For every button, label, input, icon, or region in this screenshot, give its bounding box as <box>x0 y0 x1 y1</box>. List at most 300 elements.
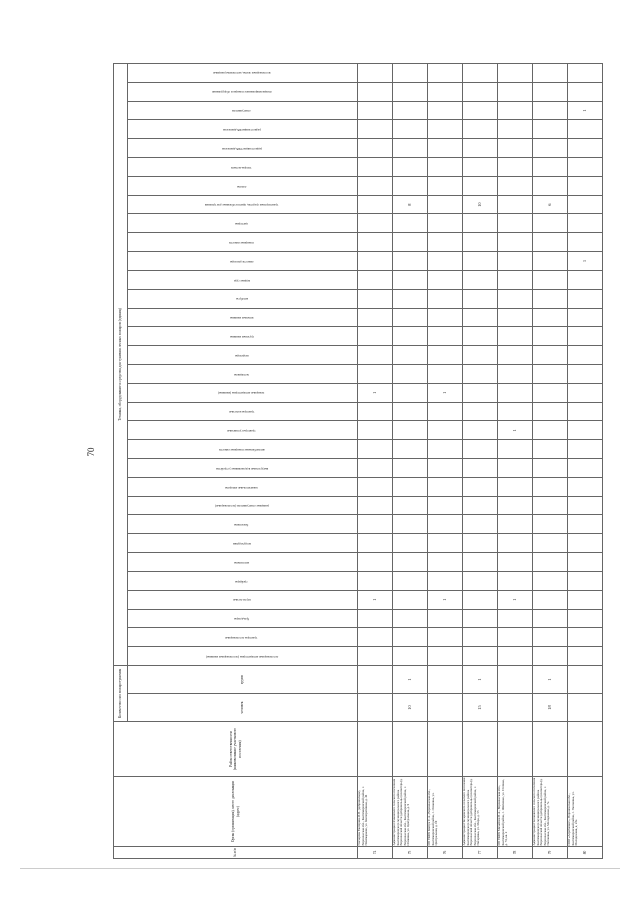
row-equipment-value <box>463 308 498 327</box>
header-equipment-14 <box>128 383 358 402</box>
header-equipment-label: водные суда <box>233 278 250 283</box>
row-equipment-value <box>498 327 533 346</box>
row-equipment-value <box>393 233 428 252</box>
row-people-count <box>568 694 603 722</box>
row-equipment-value <box>428 63 463 82</box>
row-equipment-value <box>568 289 603 308</box>
header-forces: Количество сил пожаротушения <box>114 665 128 721</box>
row-equipment-value <box>463 252 498 271</box>
table-row <box>498 63 533 858</box>
row-equipment-value <box>393 270 428 289</box>
header-equipment-21 <box>128 252 358 271</box>
row-equipment-value <box>533 252 568 271</box>
row-equipment-value: 8 <box>393 195 428 214</box>
row-equipment-value: 1 <box>568 101 603 120</box>
header-equipment-30 <box>128 82 358 101</box>
row-equipment-value <box>498 553 533 572</box>
row-equipment-value <box>533 628 568 647</box>
row-equipment-value <box>393 402 428 421</box>
row-equipment-value <box>463 214 498 233</box>
header-row-main <box>114 63 128 858</box>
header-equipment-label: зажигательные аппараты <box>225 485 259 490</box>
row-equipment-value <box>463 289 498 308</box>
row-groups-count: 1 <box>463 665 498 693</box>
row-equipment-value <box>358 477 393 496</box>
row-equipment-value <box>428 120 463 139</box>
row-equipment-value <box>463 158 498 177</box>
row-equipment-value <box>393 609 428 628</box>
row-equipment-value <box>358 496 393 515</box>
row-groups-count <box>358 665 393 693</box>
row-equipment-value <box>533 421 568 440</box>
row-responsibility-area <box>498 722 533 777</box>
row-equipment-value <box>393 327 428 346</box>
row-number: 79 <box>533 847 568 859</box>
header-equipment-3 <box>128 590 358 609</box>
header-equipment-11 <box>128 440 358 459</box>
row-equipment-value <box>358 158 393 177</box>
row-equipment-value <box>533 120 568 139</box>
row-equipment-value <box>568 496 603 515</box>
row-equipment-value <box>358 195 393 214</box>
header-equipment-29 <box>128 101 358 120</box>
row-equipment-value <box>498 101 533 120</box>
header-equipment-label: лопаты <box>236 184 247 189</box>
row-people-count: 10 <box>393 694 428 722</box>
row-equipment-value <box>358 440 393 459</box>
row-people-count <box>428 694 463 722</box>
row-equipment-value <box>498 176 533 195</box>
row-equipment-value <box>358 421 393 440</box>
row-equipment-value <box>498 195 533 214</box>
header-equipment-label: выгрузочные водоналивные устройства <box>215 466 268 471</box>
header-equipment-5 <box>128 553 358 572</box>
row-equipment-value <box>463 571 498 590</box>
row-equipment-value <box>498 496 533 515</box>
table-row <box>428 63 463 858</box>
header-equipment-label: воздуходувки <box>232 541 251 546</box>
header-equipment-15 <box>128 364 358 383</box>
header-equipment-16 <box>128 346 358 365</box>
row-equipment-value <box>463 421 498 440</box>
row-equipment-value <box>498 214 533 233</box>
row-number: 80 <box>568 847 603 859</box>
row-equipment-value <box>533 459 568 478</box>
row-equipment-value <box>498 647 533 666</box>
row-equipment-value <box>358 327 393 346</box>
row-people-count: 18 <box>533 694 568 722</box>
header-equipment-28 <box>128 120 358 139</box>
row-responsibility-area <box>463 722 498 777</box>
row-equipment-value <box>533 364 568 383</box>
row-equipment-value <box>358 308 393 327</box>
row-equipment-value <box>393 459 428 478</box>
row-equipment-value <box>533 63 568 82</box>
row-equipment-value <box>463 139 498 158</box>
header-equipment-label: грузовые машины <box>229 335 254 340</box>
row-equipment-value <box>358 364 393 383</box>
row-equipment-value <box>463 346 498 365</box>
row-equipment-value <box>568 195 603 214</box>
row-equipment-value <box>463 101 498 120</box>
row-equipment-value <box>498 233 533 252</box>
header-equipment-17 <box>128 327 358 346</box>
row-equipment-value <box>428 308 463 327</box>
header-equipment-0 <box>128 647 358 666</box>
row-equipment-value <box>393 214 428 233</box>
row-equipment-value <box>533 158 568 177</box>
row-equipment-value <box>428 289 463 308</box>
row-equipment-value <box>568 346 603 365</box>
header-equipment-1 <box>128 628 358 647</box>
row-groups-count: 1 <box>533 665 568 693</box>
row-equipment-value <box>568 158 603 177</box>
row-equipment-value: 6 <box>533 195 568 214</box>
row-people-count <box>358 694 393 722</box>
row-equipment-value <box>533 176 568 195</box>
row-equipment-value <box>463 628 498 647</box>
row-organization: ИП ГКФХ Ковтун С.А., Воронежская обл., Кантемировский район, с. Осиковка, ул. Центральная, д. 19 <box>428 777 463 847</box>
row-equipment-value <box>463 82 498 101</box>
row-equipment-value <box>393 534 428 553</box>
row-equipment-value <box>568 477 603 496</box>
row-equipment-value <box>498 364 533 383</box>
row-groups-count <box>498 665 533 693</box>
row-equipment-value <box>358 139 393 158</box>
row-equipment-value <box>358 120 393 139</box>
row-equipment-value <box>568 421 603 440</box>
row-equipment-value <box>393 289 428 308</box>
table-row <box>463 63 498 858</box>
row-equipment-value <box>428 628 463 647</box>
row-equipment-value: 1 <box>568 252 603 271</box>
row-equipment-value <box>463 364 498 383</box>
row-organization: Администрация Пасековского сельского поселения Кантемировского муниципального района Воронежской области (добровольцы (волонтеры)), Воронежская обл., Кантемировский район, с. Пасековка, ул. Молодежная, д. 7а <box>533 777 568 847</box>
row-equipment-value <box>533 440 568 459</box>
row-equipment-value <box>393 158 428 177</box>
row-responsibility-area <box>393 722 428 777</box>
row-equipment-value <box>498 477 533 496</box>
row-equipment-value <box>393 364 428 383</box>
header-equipment-4 <box>128 571 358 590</box>
row-equipment-value: 1 <box>498 421 533 440</box>
row-number: 77 <box>463 847 498 859</box>
row-equipment-value: 10 <box>463 195 498 214</box>
row-equipment-value <box>533 402 568 421</box>
row-equipment-value <box>358 402 393 421</box>
table-row <box>393 63 428 858</box>
header-equipment-label: топоры-мотыги <box>231 165 252 170</box>
row-equipment-value <box>358 571 393 590</box>
row-equipment-value <box>568 590 603 609</box>
row-groups-count <box>428 665 463 693</box>
row-equipment-value <box>358 346 393 365</box>
header-equipment-18 <box>128 308 358 327</box>
row-people-count <box>498 694 533 722</box>
row-equipment-value <box>393 477 428 496</box>
row-equipment-value <box>533 534 568 553</box>
header-equipment-label: огнетушители <box>232 109 251 114</box>
row-equipment-value <box>498 158 533 177</box>
row-equipment-value <box>498 252 533 271</box>
row-equipment-value <box>533 553 568 572</box>
row-equipment-value <box>428 158 463 177</box>
row-equipment-value <box>498 534 533 553</box>
row-equipment-value <box>498 270 533 289</box>
row-equipment-value <box>463 270 498 289</box>
resource-table-container <box>113 64 603 859</box>
header-equipment-2 <box>128 609 358 628</box>
row-equipment-value <box>533 327 568 346</box>
row-equipment-value <box>428 101 463 120</box>
header-equipment-label: легковые машины <box>229 316 254 321</box>
row-equipment-value <box>358 289 393 308</box>
header-equipment-27 <box>128 139 358 158</box>
row-equipment-value <box>568 364 603 383</box>
row-equipment-value <box>358 515 393 534</box>
header-equipment-label: радиостанции УКВ-диапазона <box>221 146 262 151</box>
row-equipment-value <box>498 308 533 327</box>
row-equipment-value <box>533 233 568 252</box>
row-equipment-value <box>568 402 603 421</box>
row-equipment-value <box>498 402 533 421</box>
header-equipment-label: емкости для воды <box>229 259 254 264</box>
row-equipment-value <box>568 383 603 402</box>
row-responsibility-area <box>533 722 568 777</box>
row-equipment-value <box>428 571 463 590</box>
row-equipment-value <box>568 214 603 233</box>
rotated-table-frame <box>113 64 603 859</box>
row-equipment-value <box>568 120 603 139</box>
row-equipment-value <box>428 477 463 496</box>
row-equipment-value <box>393 440 428 459</box>
row-equipment-value <box>428 139 463 158</box>
row-equipment-value <box>428 534 463 553</box>
row-equipment-value: 1 <box>428 383 463 402</box>
row-equipment-value <box>463 647 498 666</box>
row-equipment-value <box>463 459 498 478</box>
row-equipment-value: 1 <box>358 383 393 402</box>
header-equipment-9 <box>128 477 358 496</box>
table-row <box>568 63 603 858</box>
header-equipment-label: бульдозеры <box>234 617 250 622</box>
row-equipment-value <box>393 346 428 365</box>
header-equipment-label: грейдеры <box>235 579 248 584</box>
row-equipment-value <box>533 270 568 289</box>
header-equipment-26 <box>128 158 358 177</box>
header-equipment-label: тракторы гусеничные <box>227 429 256 434</box>
row-equipment-value <box>428 496 463 515</box>
row-equipment-value <box>393 383 428 402</box>
row-equipment-value <box>568 459 603 478</box>
header-num: № п/п <box>114 847 358 859</box>
header-equipment-label: лесопожарные автоцистерны (лесопожарные машины) <box>205 654 278 659</box>
row-equipment-value: 1 <box>358 590 393 609</box>
row-equipment-value <box>498 139 533 158</box>
row-equipment-value <box>358 82 393 101</box>
header-equipment-label: специализированное пожарное оборудование <box>211 90 272 95</box>
header-equipment-label: лесопожарные ленты, мотопомпы ранцевые <box>212 71 271 76</box>
row-equipment-value <box>498 346 533 365</box>
header-equipment-label: тракторы лесопожарные <box>225 636 258 641</box>
row-equipment-value <box>533 590 568 609</box>
row-equipment-value <box>463 553 498 572</box>
table-row <box>533 63 568 858</box>
row-equipment-value <box>428 214 463 233</box>
row-equipment-value <box>533 289 568 308</box>
row-equipment-value <box>428 647 463 666</box>
row-equipment-value <box>568 176 603 195</box>
row-equipment-value <box>463 383 498 402</box>
row-equipment-value <box>393 82 428 101</box>
row-equipment-value <box>393 571 428 590</box>
row-organization: Администрация Писаревского сельского поселения Кантемировского муниципального района Воронежской области (добровольцы (волонтеры)), Воронежская обл., Кантемировский район, с. Писаревка, ул. Мира, д. 55 <box>463 777 498 847</box>
header-equipment-group: Техника, оборудование и средства для тушения лесных пожаров (единиц) <box>114 63 128 665</box>
row-equipment-value <box>358 63 393 82</box>
row-equipment-value <box>498 459 533 478</box>
header-equipment-label: цистерны <box>235 222 248 227</box>
row-equipment-value <box>358 270 393 289</box>
row-equipment-value <box>428 346 463 365</box>
row-equipment-value <box>428 195 463 214</box>
row-equipment-value <box>393 252 428 271</box>
row-equipment-value <box>428 270 463 289</box>
row-responsibility-area <box>428 722 463 777</box>
row-equipment-value <box>428 515 463 534</box>
row-equipment-value <box>568 440 603 459</box>
row-equipment-value <box>568 571 603 590</box>
row-equipment-value <box>533 346 568 365</box>
row-equipment-value <box>358 609 393 628</box>
row-equipment-value <box>428 82 463 101</box>
row-equipment-value <box>498 63 533 82</box>
row-equipment-value <box>533 139 568 158</box>
row-equipment-value <box>463 496 498 515</box>
row-equipment-value <box>428 176 463 195</box>
header-equipment-22 <box>128 233 358 252</box>
row-equipment-value <box>568 327 603 346</box>
row-equipment-value <box>498 609 533 628</box>
row-equipment-value <box>463 233 498 252</box>
row-equipment-value <box>568 628 603 647</box>
header-equipment-12 <box>128 421 358 440</box>
page-bottom-rule <box>20 868 620 869</box>
row-equipment-value <box>533 308 568 327</box>
row-equipment-value <box>428 553 463 572</box>
row-equipment-value <box>358 534 393 553</box>
row-equipment-value <box>463 590 498 609</box>
row-equipment-value <box>568 647 603 666</box>
row-equipment-value <box>428 440 463 459</box>
row-equipment-value <box>498 82 533 101</box>
row-equipment-value <box>358 647 393 666</box>
row-organization: ООО «Агробизнес», Воронежская обл., Кантемировский район, с. Пасековка, ул. Молодежная, д. 23а <box>568 777 603 847</box>
row-equipment-value <box>428 364 463 383</box>
header-people: человек <box>128 694 358 722</box>
row-equipment-value <box>393 553 428 572</box>
header-equipment-label: плуги лесные <box>232 598 251 603</box>
row-equipment-value <box>533 82 568 101</box>
row-equipment-value <box>533 383 568 402</box>
row-equipment-value <box>393 176 428 195</box>
row-equipment-value <box>393 139 428 158</box>
row-equipment-value <box>533 609 568 628</box>
header-equipment-label: автобусы <box>235 297 248 302</box>
row-equipment-value <box>498 515 533 534</box>
row-equipment-value <box>533 571 568 590</box>
row-equipment-value <box>358 101 393 120</box>
header-equipment-label: автомобильные пожарные емкости <box>218 447 265 452</box>
row-number: 75 <box>393 847 428 859</box>
row-equipment-value <box>568 63 603 82</box>
row-equipment-value <box>463 477 498 496</box>
header-equipment-label: мотопомпы <box>234 560 250 565</box>
row-equipment-value <box>428 459 463 478</box>
row-equipment-value <box>568 139 603 158</box>
row-equipment-value <box>428 252 463 271</box>
header-equipment-label: ранцевые огнетушители (лесопожарные) <box>214 504 269 509</box>
header-equipment-25 <box>128 176 358 195</box>
row-number: 76 <box>428 847 463 859</box>
row-responsibility-area <box>358 722 393 777</box>
row-equipment-value <box>463 534 498 553</box>
row-equipment-value <box>533 477 568 496</box>
header-responsibility-area: Район ответственности (наименование участкового поселения) <box>114 722 358 777</box>
row-equipment-value <box>393 515 428 534</box>
header-equipment-7 <box>128 515 358 534</box>
row-equipment-value <box>358 176 393 195</box>
row-groups-count: 1 <box>393 665 428 693</box>
row-equipment-value <box>568 553 603 572</box>
row-equipment-value <box>568 270 603 289</box>
row-organization: Администрация Осиковского сельского поселения Кантемировского муниципального района Воронежской области (добровольцы (волонтеры)), Воронежская обл., Кантемировский район, с. Осиковка, ул. Центральная, д. 9 <box>393 777 428 847</box>
row-equipment-value <box>358 628 393 647</box>
row-equipment-value <box>498 571 533 590</box>
header-equipment-label: бензопилы <box>234 523 249 528</box>
header-equipment-20 <box>128 270 358 289</box>
row-equipment-value <box>568 515 603 534</box>
header-organization: Орган (организация), место дислокации (адрес) <box>114 777 358 847</box>
row-equipment-value <box>533 496 568 515</box>
row-equipment-value: 1 <box>428 590 463 609</box>
row-equipment-value <box>393 101 428 120</box>
header-equipment-8 <box>128 496 358 515</box>
row-equipment-value <box>463 609 498 628</box>
header-equipment-6 <box>128 534 358 553</box>
row-equipment-value <box>533 515 568 534</box>
row-equipment-value <box>568 609 603 628</box>
header-equipment-19 <box>128 289 358 308</box>
header-equipment-label: радиостанции КВ-диапазона <box>222 128 261 133</box>
row-number: 78 <box>498 847 533 859</box>
header-equipment-label: пожарные емкости <box>229 240 254 245</box>
header-equipment-label: транспортные средства, приспособленные для тушения <box>205 203 279 208</box>
row-equipment-value <box>358 233 393 252</box>
row-equipment-value <box>393 590 428 609</box>
row-equipment-value <box>498 289 533 308</box>
row-equipment-value <box>498 383 533 402</box>
header-equipment-label: тракторы колесные <box>228 410 255 415</box>
row-equipment-value <box>533 101 568 120</box>
row-equipment-value <box>393 647 428 666</box>
header-equipment-24 <box>128 195 358 214</box>
row-equipment-value <box>428 402 463 421</box>
row-equipment-value <box>428 421 463 440</box>
row-equipment-value <box>463 515 498 534</box>
row-equipment-value <box>358 214 393 233</box>
header-equipment-label: мотоциклы <box>234 372 249 377</box>
row-equipment-value <box>428 233 463 252</box>
